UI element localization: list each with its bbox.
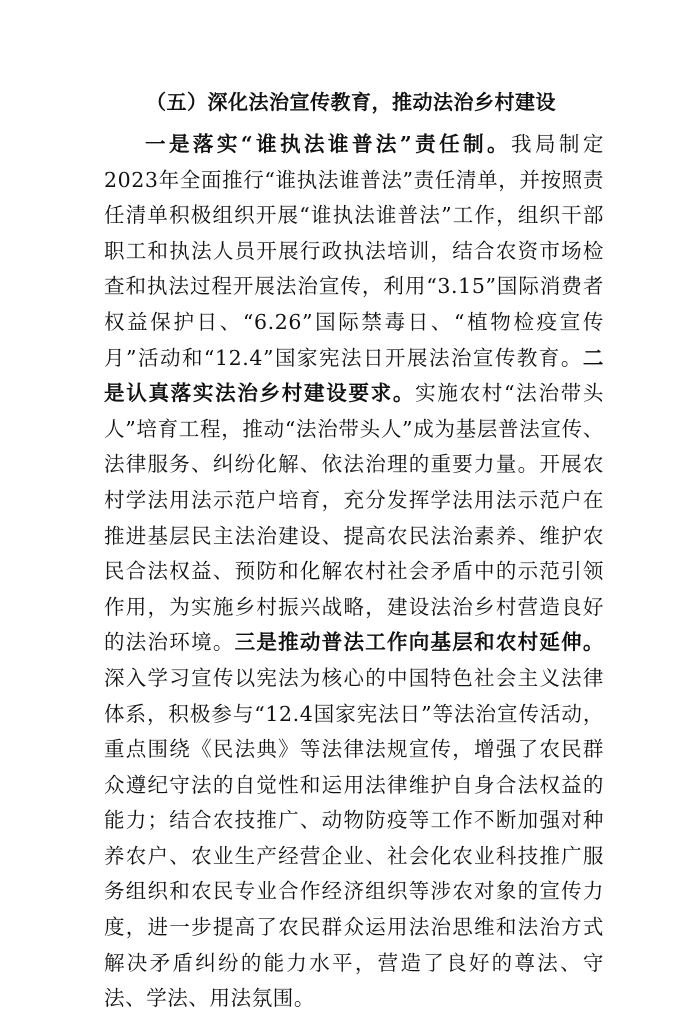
section-heading: （五）深化法治宣传教育，推动法治乡村建设 xyxy=(146,90,556,114)
body-paragraph xyxy=(104,127,604,1017)
point-one-lead: 一是落实“谁执法谁普法”责任制。 xyxy=(145,132,511,156)
point-one-text: 我局制定2023年全面推行“谁执法谁普法”责任清单，并按照责任清单积极组织开展“谁执法谁普法”工作，组织干部职工和执法人员开展行政执法培训，结合农资市场检查和执法过程开展法治宣传，利用“3.15”国际消费者权益保护日、“6.26”国际禁毒日、“植物检疫宣传月”活动和“12.4”国家宪法日开展法治宣传教育。 xyxy=(104,132,604,370)
point-three-lead: 三是推动普法工作向基层和农村延伸。 xyxy=(234,630,604,655)
point-three-text: 深入学习宣传以宪法为核心的中国特色社会主义法律体系，积极参与“12.4国家宪法日”等法治宣传活动，重点围绕《民法典》等法律法规宣传，增强了农民群众遵纪守法的自觉性和运用法律维护自身合法权益的能力；结合农技推广、动物防疫等工作不断加强对种养农户、农业生产经营企业、社会化农业科技推广服务组织和农民专业合作经济组织等涉农对象的宣传力度，进一步提高了农民群众运用法治思维和法治方式解决矛盾纠纷的能力水平，营造了良好的尊法、守法、学法、用法氛围。 xyxy=(104,665,604,1011)
point-two-text: 实施农村“法治带头人”培育工程，推动“法治带头人”成为基层普法宣传、法律服务、纠纷化解、依法治理的重要力量。开展农村学法用法示范户培育，充分发挥学法用法示范户在推进基层民主法治建设、提高农民法治素养、维护农民合法权益、预防和化解农村社会矛盾中的示范引领作用，为实施乡村振兴战略，建设法治乡村营造良好的法治环境。 xyxy=(104,381,604,655)
point-two-lead: 二是认真落实法治乡村建设要求。 xyxy=(104,345,604,406)
